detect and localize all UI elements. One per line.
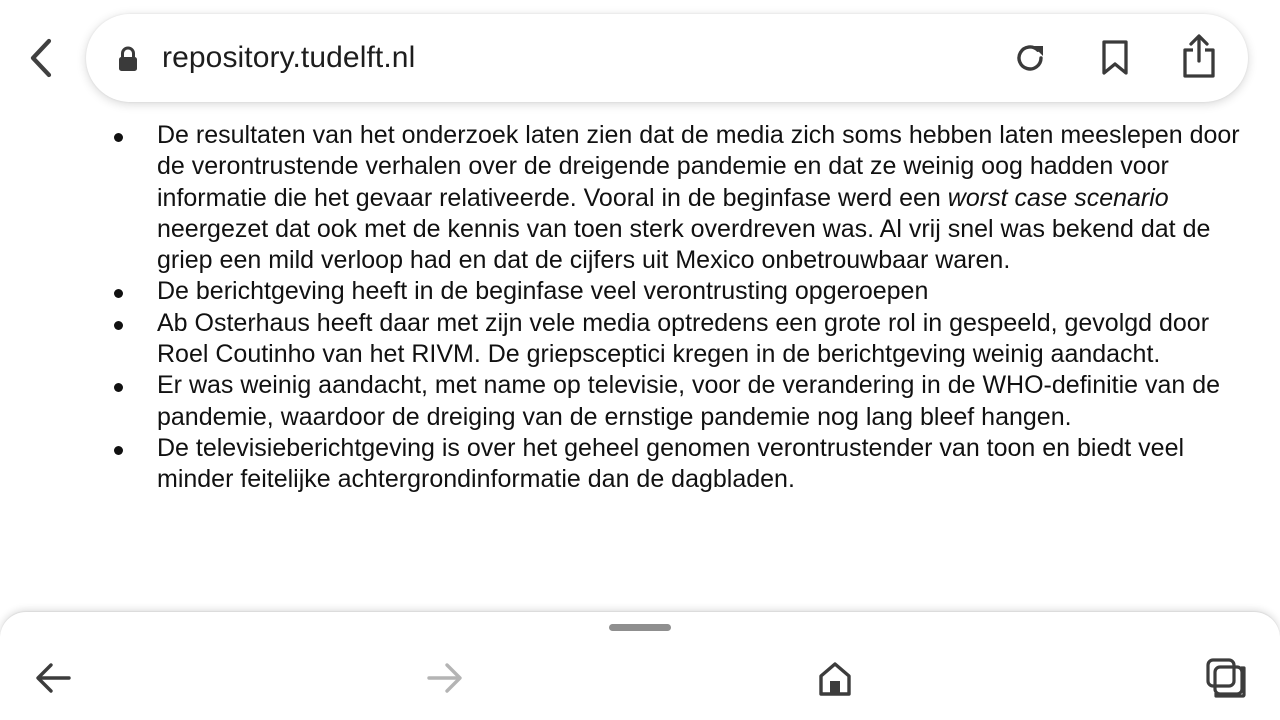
back-nav-button[interactable] [30, 654, 78, 702]
list-item [0, 276, 1280, 307]
forward-nav-button[interactable] [420, 654, 468, 702]
bullet-icon [114, 446, 123, 455]
bullet-text: neergezet dat ook met de kennis van toen sterk overdreven was. Al vrij snel was bekend dat de griep een mild verloop had en dat de cijfers uit Mexico onbetrouwbaar waren. [157, 214, 1211, 275]
bottom-toolbar [0, 612, 1280, 720]
list-item [0, 120, 1280, 276]
bullet-text: De televisieberichtgeving is over het geheel genomen verontrustender van toon en biedt veel minder feitelijke achtergrondinformatie dan de dagbladen. [157, 433, 1185, 494]
back-arrow-icon [34, 660, 74, 696]
bullet-text: De resultaten van het onderzoek laten zien dat de media zich soms hebben laten meeslepen door de verontrustende verhalen over de dreigende pandemie en dat ze weinig oog hadden voor informatie die het gevaar relativeerde. Vooral in de beginfase werd een [157, 121, 1240, 212]
home-button[interactable] [811, 654, 859, 702]
back-button[interactable] [20, 34, 64, 82]
tabs-icon [1203, 655, 1249, 701]
list-item [0, 433, 1280, 496]
share-button[interactable] [1177, 34, 1221, 78]
drag-handle[interactable] [609, 624, 671, 631]
bullet-icon [114, 289, 123, 298]
bullet-text: De berichtgeving heeft in de beginfase veel verontrusting opgeroepen [157, 277, 929, 306]
home-icon [815, 658, 855, 698]
bullet-text: Er was weinig aandacht, met name op televisie, voor de verandering in de WHO-definitie van de pandemie, waardoor de dreiging van de ernstige pandemie nog lang bleef hangen. [157, 371, 1221, 431]
forward-arrow-icon [424, 660, 464, 696]
back-icon [27, 36, 57, 80]
bookmark-icon [1099, 39, 1131, 77]
tabs-button[interactable] [1202, 654, 1250, 702]
bullet-icon [114, 133, 123, 142]
document-content [0, 120, 1280, 496]
list-item [0, 308, 1280, 371]
bullet-list [0, 120, 1280, 496]
bullet-icon [114, 383, 123, 392]
bookmark-button[interactable] [1093, 36, 1137, 80]
address-bar[interactable] [86, 14, 1248, 102]
url-text[interactable]: repository.tudelft.nl [162, 41, 416, 74]
lock-icon [116, 45, 140, 73]
list-item [0, 370, 1280, 433]
bullet-text-emphasis: worst case scenario [947, 183, 1169, 212]
reload-button[interactable] [1008, 36, 1052, 80]
bullet-text: Ab Osterhaus heeft daar met zijn vele media optredens een grote rol in gespeeld, gevolgd door Roel Coutinho van het RIVM. De griepsceptici kregen in de berichtgeving weinig aandacht. [157, 308, 1210, 369]
bullet-icon [114, 321, 123, 330]
reload-icon [1012, 40, 1048, 76]
share-icon [1180, 33, 1218, 79]
